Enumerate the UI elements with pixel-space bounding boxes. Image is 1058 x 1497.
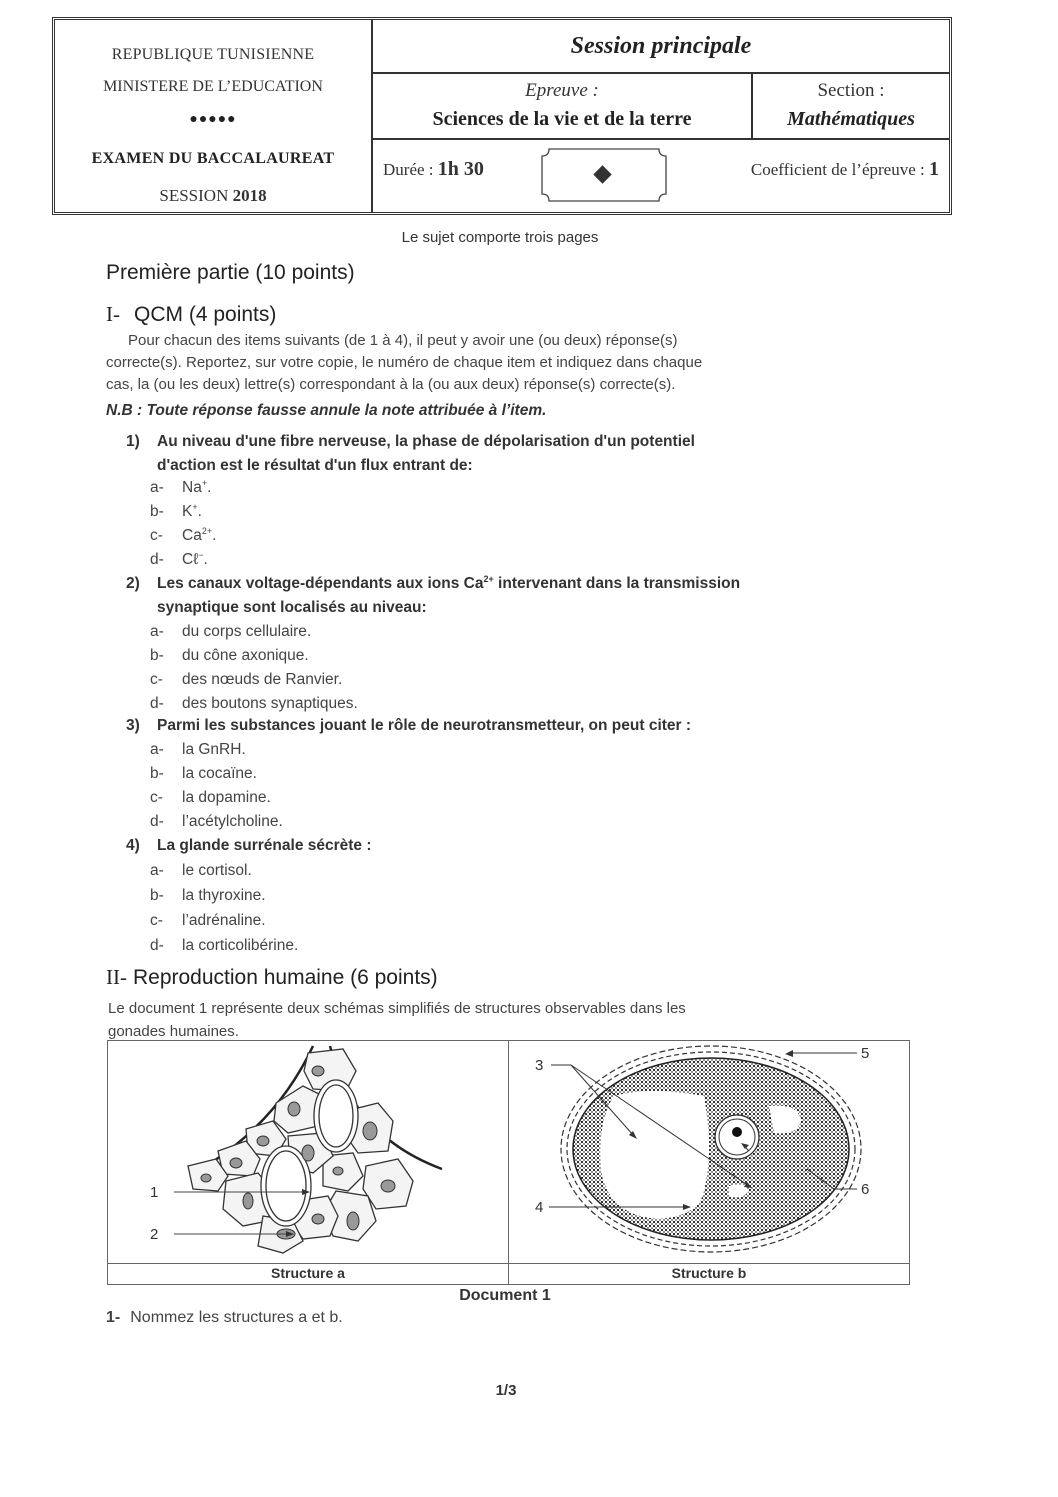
option-letter: a- bbox=[150, 741, 164, 758]
subject-value: Sciences de la vie et de la terre bbox=[432, 108, 692, 130]
option-letter: a- bbox=[150, 623, 164, 640]
question-line: d'action est le résultat d'un flux entrant de: bbox=[157, 457, 473, 474]
question-number: 1) bbox=[126, 433, 140, 450]
structure-a-diagram bbox=[108, 1041, 508, 1263]
section-number: II- bbox=[106, 965, 127, 989]
option-letter: d- bbox=[150, 695, 164, 712]
option-3a bbox=[150, 739, 246, 761]
option-text: la corticolibérine. bbox=[182, 937, 299, 954]
exam-header-table bbox=[52, 17, 952, 215]
label-3: 3 bbox=[535, 1057, 544, 1074]
coefficient bbox=[751, 158, 939, 181]
option-3c bbox=[150, 787, 271, 809]
subject-row bbox=[373, 72, 949, 140]
option-letter: b- bbox=[150, 503, 164, 520]
option-4b bbox=[150, 885, 266, 907]
caption-structure-b: Structure b bbox=[671, 1265, 747, 1281]
dots-separator-icon: ●●●●● bbox=[189, 112, 237, 127]
caption-structure-a: Structure a bbox=[271, 1265, 345, 1281]
option-4d bbox=[150, 935, 298, 957]
coefficient-label: Coefficient de l’épreuve : bbox=[750, 160, 925, 179]
section-label: Section : bbox=[817, 80, 885, 101]
option-letter: c- bbox=[150, 789, 163, 806]
option-text: du cône axonique. bbox=[182, 647, 309, 664]
option-letter: a- bbox=[150, 862, 164, 879]
section-heading: QCM (4 points) bbox=[134, 303, 277, 326]
coefficient-value: 1 bbox=[929, 158, 939, 180]
ion-charge: + bbox=[201, 477, 208, 488]
document-caption: Document 1 bbox=[459, 1287, 551, 1304]
question-number: 3) bbox=[126, 717, 140, 734]
figure-divider bbox=[508, 1041, 509, 1284]
exam-name: EXAMEN DU BACCALAUREAT bbox=[91, 150, 335, 167]
option-letter: d- bbox=[150, 937, 164, 954]
session-type: Session principale bbox=[373, 20, 949, 74]
instructions-line: cas, la (ou les deux) lettre(s) correspondant à la (ou aux deux) réponse(s) correcte(s). bbox=[106, 376, 676, 393]
option-letter: b- bbox=[150, 765, 164, 782]
header-exam-info bbox=[373, 20, 949, 212]
session-year: 2018 bbox=[232, 186, 267, 205]
option-text: le cortisol. bbox=[182, 862, 252, 879]
section-title-qcm bbox=[106, 302, 276, 327]
option-letter: b- bbox=[150, 647, 164, 664]
question-number: 4) bbox=[126, 837, 140, 854]
option-text: la dopamine. bbox=[182, 789, 271, 806]
option-1d bbox=[150, 549, 208, 571]
question-line: Au niveau d'une fibre nerveuse, la phase de dépolarisation d'un potentiel bbox=[157, 433, 695, 450]
option-4c bbox=[150, 910, 266, 932]
caption-row-line bbox=[108, 1263, 909, 1264]
section-number: I- bbox=[106, 302, 120, 326]
question-line: synaptique sont localisés au niveau: bbox=[157, 599, 427, 616]
option-1a bbox=[150, 477, 211, 499]
option-letter: d- bbox=[150, 551, 164, 568]
label-2: 2 bbox=[150, 1226, 159, 1243]
question-4 bbox=[126, 834, 372, 858]
question-text bbox=[157, 572, 740, 620]
option-text: des boutons synaptiques. bbox=[182, 695, 358, 712]
punct: . bbox=[197, 503, 202, 520]
question-text: La glande surrénale sécrète : bbox=[157, 837, 372, 854]
badge-frame bbox=[541, 148, 667, 202]
label-6: 6 bbox=[861, 1181, 870, 1198]
part-title: Première partie (10 points) bbox=[106, 261, 355, 284]
option-3d bbox=[150, 811, 283, 833]
option-text: du corps cellulaire. bbox=[182, 623, 312, 640]
exam-session bbox=[55, 186, 371, 206]
option-text: la thyroxine. bbox=[182, 887, 266, 904]
page-count-note: Le sujet comporte trois pages bbox=[401, 229, 599, 246]
label-4: 4 bbox=[535, 1199, 544, 1216]
option-4a bbox=[150, 860, 252, 882]
duration bbox=[383, 158, 484, 181]
option-text: Cℓ bbox=[182, 551, 199, 568]
option-1c bbox=[150, 525, 216, 547]
option-2a bbox=[150, 621, 311, 643]
punct: . bbox=[203, 551, 208, 568]
option-letter: b- bbox=[150, 887, 164, 904]
option-2c bbox=[150, 669, 342, 691]
ion-charge: + bbox=[192, 501, 198, 512]
question-number: 2) bbox=[126, 575, 140, 592]
instructions-line: correcte(s). Reportez, sur votre copie, le numéro de chaque item et indiquez dans chaque bbox=[106, 354, 703, 371]
option-text: Na bbox=[182, 479, 202, 496]
duration-value: 1h 30 bbox=[437, 158, 484, 180]
label-5: 5 bbox=[861, 1045, 870, 1062]
punct: . bbox=[207, 479, 212, 496]
section-title-reproduction bbox=[106, 965, 438, 990]
question-text bbox=[157, 430, 695, 478]
qcm-instructions bbox=[106, 330, 894, 396]
subject-label: Epreuve : bbox=[525, 80, 599, 101]
duration-label: Durée : bbox=[383, 160, 434, 179]
question-3 bbox=[126, 714, 691, 738]
nota-bene: N.B : Toute réponse fausse annule la note attribuée à l’item. bbox=[106, 402, 547, 419]
option-text: la GnRH. bbox=[182, 741, 246, 758]
option-text: des nœuds de Ranvier. bbox=[182, 671, 343, 688]
ion-charge: − bbox=[198, 549, 204, 560]
instructions-line: Pour chacun des items suivants (de 1 à 4), il peut y avoir une (ou deux) réponse(s) bbox=[128, 332, 678, 349]
option-text: Ca bbox=[182, 527, 202, 544]
question-text: Nommez les structures a et b. bbox=[130, 1309, 343, 1326]
ministry-name: MINISTERE DE L’EDUCATION bbox=[103, 78, 323, 95]
option-letter: c- bbox=[150, 671, 163, 688]
option-letter: d- bbox=[150, 813, 164, 830]
option-1b bbox=[150, 501, 202, 523]
question-line: Les canaux voltage-dépendants aux ions Ca bbox=[157, 575, 484, 592]
punct: . bbox=[212, 527, 217, 544]
question-reproduction-1 bbox=[106, 1309, 343, 1327]
reproduction-intro bbox=[108, 997, 898, 1043]
question-2 bbox=[126, 572, 740, 620]
header-institution-cell bbox=[55, 20, 373, 212]
ion-charge: 2+ bbox=[483, 573, 494, 584]
page-number: 1/3 bbox=[495, 1382, 517, 1399]
ion-charge: 2+ bbox=[201, 525, 213, 536]
duration-row bbox=[373, 138, 949, 212]
question-1 bbox=[126, 430, 695, 478]
option-2d bbox=[150, 693, 358, 715]
structure-b-diagram bbox=[509, 1041, 909, 1263]
question-number: 1- bbox=[106, 1309, 121, 1326]
intro-line: Le document 1 représente deux schémas simplifiés de structures observables dans les bbox=[108, 1000, 686, 1017]
question-line: intervenant dans la transmission bbox=[493, 575, 741, 592]
option-letter: c- bbox=[150, 912, 163, 929]
option-text: K bbox=[182, 503, 193, 520]
question-text: Parmi les substances jouant le rôle de neurotransmetteur, on peut citer : bbox=[157, 717, 692, 734]
document-1-figure bbox=[107, 1040, 910, 1285]
country-name: REPUBLIQUE TUNISIENNE bbox=[111, 46, 315, 63]
section-value: Mathématiques bbox=[787, 108, 915, 130]
option-letter: a- bbox=[150, 479, 164, 496]
section-cell bbox=[753, 72, 949, 138]
option-letter: c- bbox=[150, 527, 163, 544]
section-heading: Reproduction humaine (6 points) bbox=[132, 966, 438, 989]
intro-line: gonades humaines. bbox=[108, 1023, 239, 1040]
option-text: l’adrénaline. bbox=[182, 912, 266, 929]
label-1: 1 bbox=[150, 1184, 159, 1201]
session-label: SESSION bbox=[159, 186, 229, 205]
option-2b bbox=[150, 645, 309, 667]
option-3b bbox=[150, 763, 257, 785]
subject-cell bbox=[373, 72, 753, 138]
option-text: la cocaïne. bbox=[182, 765, 257, 782]
option-text: l’acétylcholine. bbox=[182, 813, 283, 830]
